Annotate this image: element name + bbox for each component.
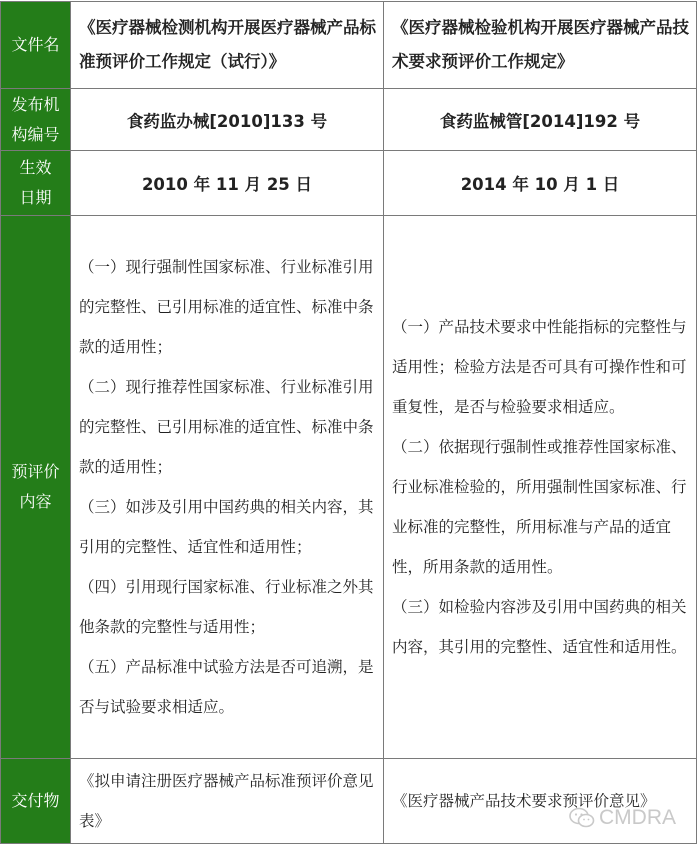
- label-content-line1: 预评价: [11, 462, 60, 481]
- watermark: [569, 806, 676, 830]
- content-2014-item: （三）如检验内容涉及引用中国药典的相关内容，其引用的完整性、适宜性和适用性。: [392, 598, 687, 656]
- label-content-line2: 内容: [19, 492, 52, 511]
- label-file-name-text: 文件名: [11, 35, 60, 54]
- content-2010-item: （四）引用现行国家标准、行业标准之外其他条款的完整性与适用性；: [79, 578, 374, 636]
- deliverable-2010: 《拟申请注册医疗器械产品标准预评价意见表》: [71, 759, 384, 844]
- row-content: [1, 216, 697, 759]
- label-effective-date-line1: 生效: [19, 158, 52, 177]
- label-doc-number-line2: 构编号: [11, 124, 60, 144]
- content-2010: [71, 216, 384, 759]
- comparison-table: [0, 1, 697, 844]
- label-deliverable: [1, 759, 71, 844]
- label-doc-number-line1: 发布机: [11, 94, 60, 114]
- row-effective-date: [1, 151, 697, 216]
- label-content: [1, 216, 71, 759]
- row-doc-number: [1, 89, 697, 151]
- content-2010-item: （三）如涉及引用中国药典的相关内容，其引用的完整性、适宜性和适用性；: [79, 498, 374, 556]
- content-2014-item: （二）依据现行强制性或推荐性国家标准、行业标准检验的，所用强制性国家标准、行业标准的完整性，所用标准与产品的适宜性，所用条款的适用性。: [392, 438, 687, 576]
- label-effective-date: [1, 151, 71, 216]
- effective-date-2014: 2014 年 10 月 1 日: [384, 151, 697, 216]
- doc-number-2014: 食药监械管[2014]192 号: [384, 89, 697, 151]
- label-deliverable-text: 交付物: [11, 791, 60, 810]
- row-file-name: [1, 2, 697, 89]
- wechat-icon: [569, 807, 595, 829]
- effective-date-2010: 2010 年 11 月 25 日: [71, 151, 384, 216]
- row-deliverable: [1, 759, 697, 844]
- content-2010-item: （一）现行强制性国家标准、行业标准引用的完整性、已引用标准的适宜性、标准中条款的适用性；: [79, 258, 374, 356]
- content-2014-item: （一）产品技术要求中性能指标的完整性与适用性；检验方法是否可具有可操作性和可重复性，是否与检验要求相适应。: [392, 318, 687, 416]
- content-2014: [384, 216, 697, 759]
- file-name-2010: 《医疗器械检测机构开展医疗器械产品标准预评价工作规定（试行）》: [71, 2, 384, 89]
- label-file-name: [1, 2, 71, 89]
- label-effective-date-line2: 日期: [19, 188, 52, 207]
- label-doc-number: [1, 89, 71, 151]
- content-2010-item: （二）现行推荐性国家标准、行业标准引用的完整性、已引用标准的适宜性、标准中条款的适用性；: [79, 378, 374, 476]
- deliverable-2014: 《医疗器械产品技术要求预评价意见》: [384, 759, 697, 844]
- file-name-2014: 《医疗器械检验机构开展医疗器械产品技术要求预评价工作规定》: [384, 2, 697, 89]
- content-2010-item: （五）产品标准中试验方法是否可追溯，是否与试验要求相适应。: [79, 658, 374, 716]
- doc-number-2010: 食药监办械[2010]133 号: [71, 89, 384, 151]
- watermark-text: CMDRA: [599, 806, 676, 829]
